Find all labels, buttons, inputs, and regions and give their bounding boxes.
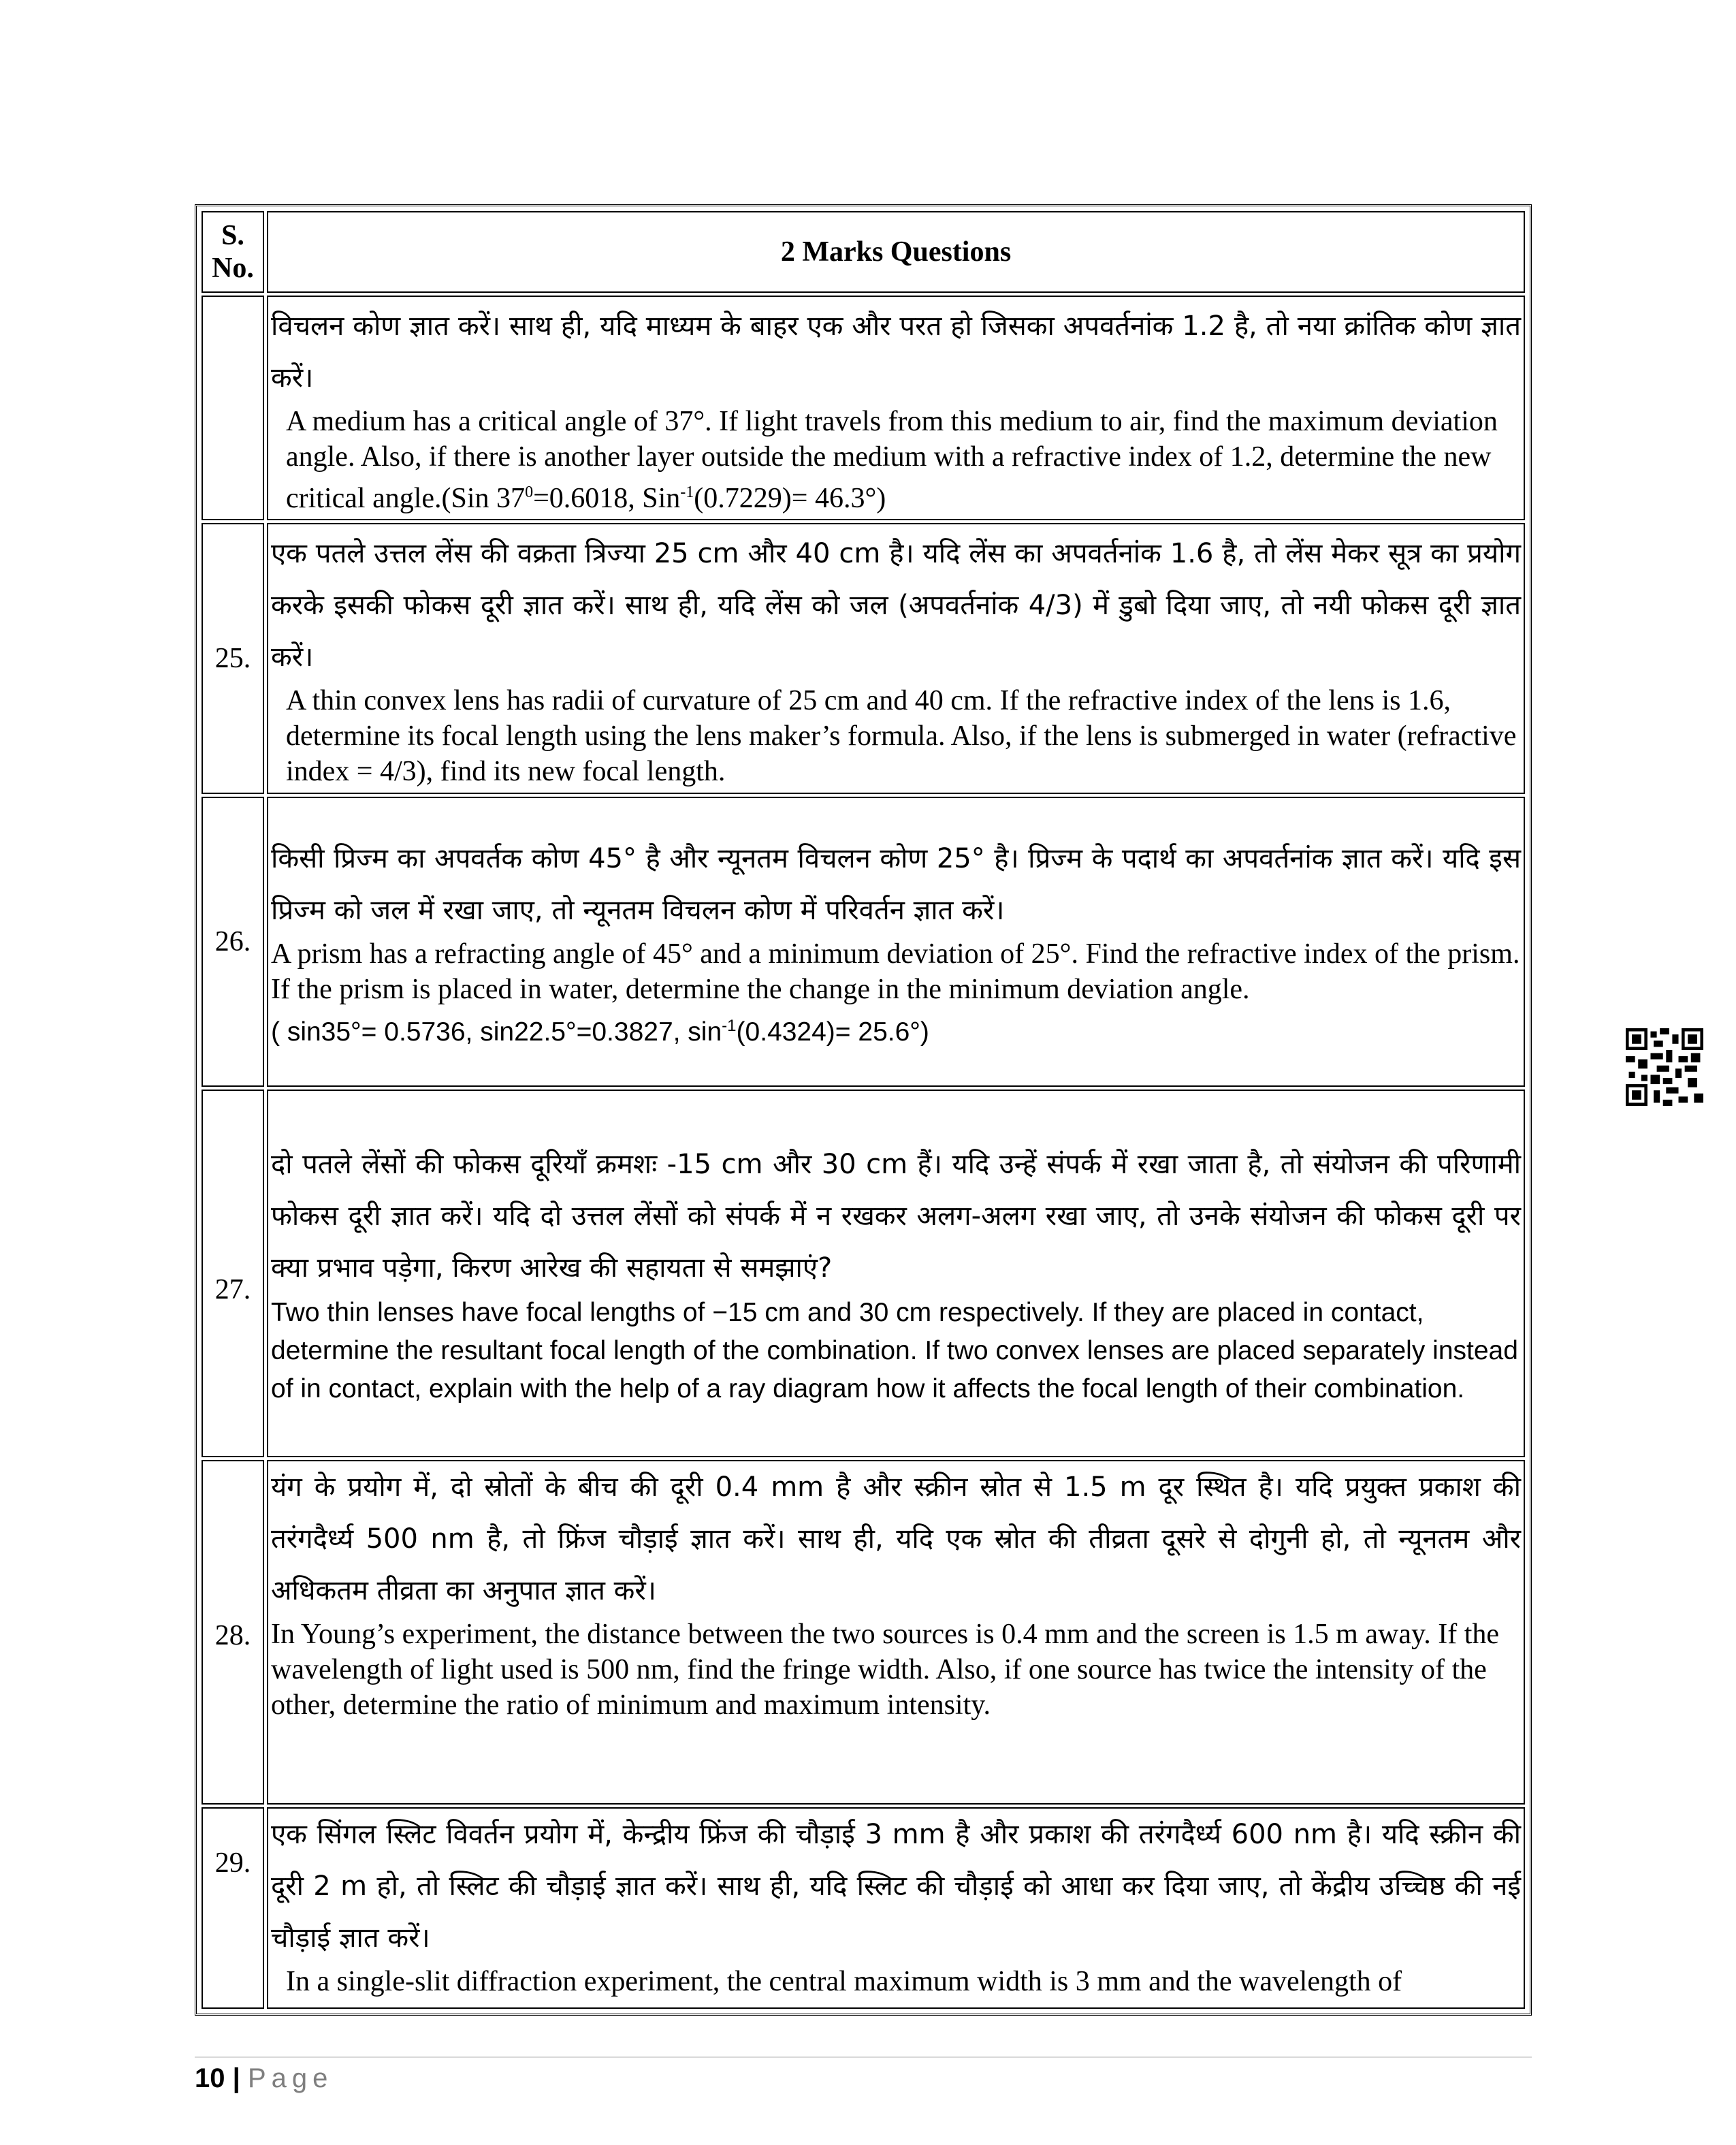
page-number: 10	[195, 2063, 225, 2093]
question-hindi: एक सिंगल स्लिट विवर्तन प्रयोग में, केन्द्रीय फ्रिंज की चौड़ाई 3 mm है और प्रकाश की तरंगदैर्ध्य 600 nm है। यदि स्क्रीन की दूरी 2 m हो, तो स्लिट की चौड़ाई ज्ञात करें। साथ ही, यदि स्लिट की चौड़ाई को आधा कर दिया जाए, तो केंद्रीय उच्चिष्ठ की नई चौड़ाई ज्ञात करें।	[271, 1819, 1521, 1954]
question-cell	[267, 1807, 1525, 2009]
given-text: ( sin35°= 0.5736, sin22.5°=0.3827, sin	[271, 1017, 722, 1047]
page-footer	[195, 2063, 333, 2094]
question-english: In Young’s experiment, the distance between the two sources is 0.4 mm and the screen is 1.5 m away. If the wavelength of light used is 500 nm, find the fringe width. Also, if one source has twice the intensity of the other, determine the ratio of minimum and maximum intensity.	[271, 1619, 1500, 1721]
table-row	[202, 1090, 1525, 1457]
qr-code	[1624, 1028, 1705, 1106]
table-row	[202, 523, 1525, 794]
superscript: -1	[680, 483, 694, 501]
question-cell	[267, 1090, 1525, 1457]
superscript: 0	[525, 483, 534, 501]
question-number: 28.	[202, 1460, 264, 1805]
given-values	[271, 1007, 1521, 1051]
given-text: (0.4324)= 25.6°)	[736, 1017, 929, 1047]
question-english	[271, 404, 1521, 516]
question-cell	[267, 797, 1525, 1087]
question-hindi: एक पतले उत्तल लेंस की वक्रता त्रिज्या 25 cm और 40 cm है। यदि लेंस का अपवर्तनांक 1.6 है, तो लेंस मेकर सूत्र का प्रयोग करके इसकी फोकस दूरी ज्ञात करें। साथ ही, यदि लेंस को जल (अपवर्तनांक 4/3) में डुबो दिया जाए, तो नयी फोकस दूरी ज्ञात करें।	[271, 538, 1521, 673]
english-text: =0.6018, Sin	[533, 482, 681, 514]
english-text: (0.7229)= 46.3°)	[694, 482, 886, 514]
question-cell	[267, 1460, 1525, 1805]
footer-divider	[195, 2056, 1532, 2058]
question-english: Two thin lenses have focal lengths of −15 cm and 30 cm respectively. If they are placed in contact, determine the resultant focal length of the combination. If two convex lenses are placed separately instead of in contact, explain with the help of a ray diagram how it affects the focal length of their combination.	[271, 1298, 1518, 1403]
superscript: -1	[722, 1016, 737, 1035]
question-cell	[267, 296, 1525, 520]
sno-header: S. No.	[202, 211, 264, 293]
question-english: In a single-slit diffraction experiment, the central maximum width is 3 mm and the wavelength of	[286, 1966, 1402, 1997]
question-hindi: विचलन कोण ज्ञात करें। साथ ही, यदि माध्यम के बाहर एक और परत हो जिसका अपवर्तनांक 1.2 है, तो नया क्रांतिक कोण ज्ञात करें।	[271, 310, 1521, 394]
question-hindi: दो पतले लेंसों की फोकस दूरियाँ क्रमशः -15 cm और 30 cm हैं। यदि उन्हें संपर्क में रखा जाता है, तो संयोजन की परिणामी फोकस दूरी ज्ञात करें। यदि दो उत्तल लेंसों को संपर्क में न रखकर अलग-अलग रखा जाए, तो उनके संयोजन की फोकस दूरी पर क्या प्रभाव पड़ेगा, किरण आरेख की सहायता से समझाएं?	[271, 1149, 1521, 1284]
table-row	[202, 797, 1525, 1087]
question-hindi: किसी प्रिज्म का अपवर्तक कोण 45° है और न्यूनतम विचलन कोण 25° है। प्रिज्म के पदार्थ का अपवर्तनांक ज्ञात करें। यदि इस प्रिज्म को जल में रखा जाए, तो न्यूनतम विचलन कोण में परिवर्तन ज्ञात करें।	[271, 842, 1521, 926]
footer-separator: |	[232, 2063, 240, 2093]
question-number: 27.	[202, 1090, 264, 1457]
table-header-row	[202, 211, 1525, 293]
english-text: A medium has a critical angle of 37°. If light travels from this medium to air, find the maximum deviation angle. Also, if there is another layer outside the medium with a refractive index of 1.2, determine the new critical angle.(Sin 37	[286, 405, 1498, 514]
questions-header: 2 Marks Questions	[267, 211, 1525, 293]
question-cell	[267, 523, 1525, 794]
question-number: 25.	[202, 523, 264, 794]
table-row	[202, 296, 1525, 520]
question-hindi: यंग के प्रयोग में, दो स्रोतों के बीच की दूरी 0.4 mm है और स्क्रीन स्रोत से 1.5 m दूर स्थित है। यदि प्रयुक्त प्रकाश की तरंगदैर्ध्य 500 nm है, तो फ्रिंज चौड़ाई ज्ञात करें। साथ ही, यदि एक स्रोत की तीव्रता दूसरे से दोगुनी हो, तो न्यूनतम और अधिकतम तीव्रता का अनुपात ज्ञात करें।	[271, 1472, 1521, 1606]
table-row	[202, 1807, 1525, 2009]
questions-table	[195, 204, 1532, 2016]
question-number: 29.	[202, 1807, 264, 2009]
question-english: A prism has a refracting angle of 45° and a minimum deviation of 25°. Find the refractive index of the prism. If the prism is placed in water, determine the change in the minimum deviation angle.	[271, 938, 1520, 1005]
question-english: A thin convex lens has radii of curvature of 25 cm and 40 cm. If the refractive index of the lens is 1.6, determine its focal length using the lens maker’s formula. Also, if the lens is submerged in water (refractive index = 4/3), find its new focal length.	[286, 685, 1517, 787]
table-row	[202, 1460, 1525, 1805]
question-number: 26.	[202, 797, 264, 1087]
page-label: Page	[247, 2063, 334, 2093]
question-number	[202, 296, 264, 520]
